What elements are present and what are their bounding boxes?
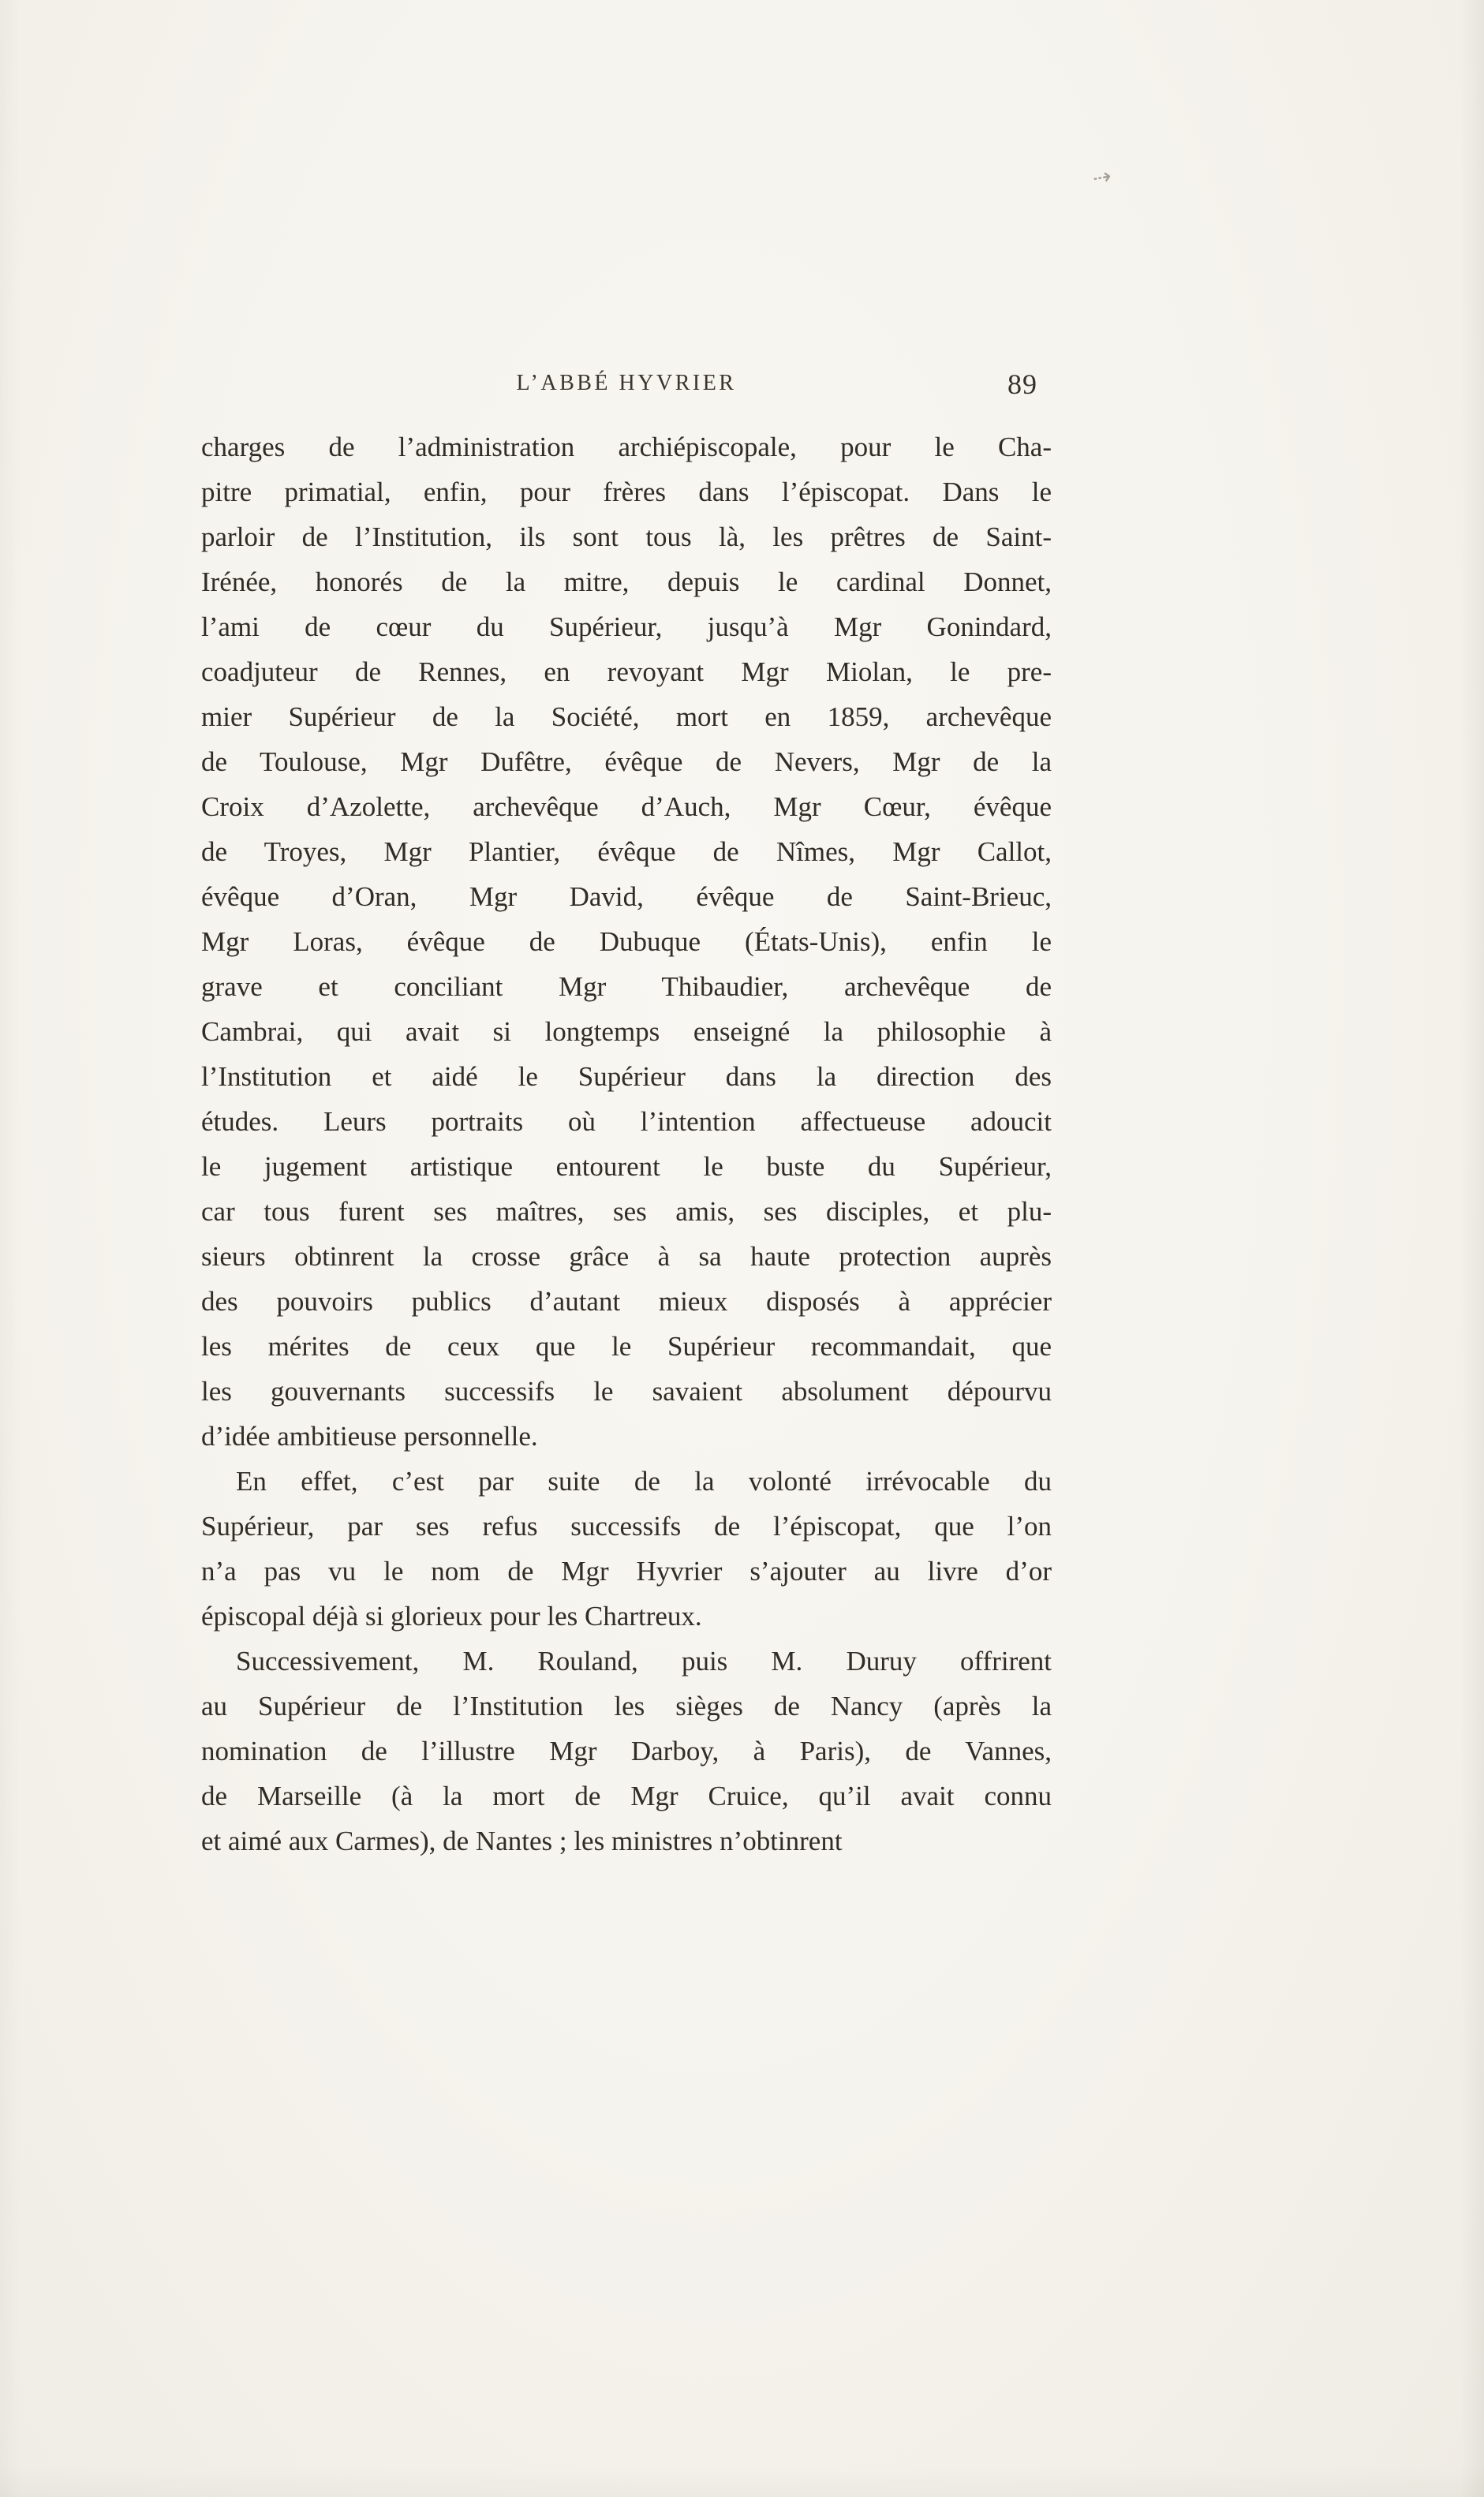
text-line: de Troyes, Mgr Plantier, évêque de Nîmes, Mgr Callot,: [201, 836, 1052, 867]
text-line: d’idée ambitieuse personnelle.: [201, 1421, 538, 1452]
paragraph: [201, 1639, 1052, 1863]
running-title: L’ABBÉ HYVRIER: [516, 371, 737, 395]
text-line: le jugement artistique entourent le buste du Supérieur,: [201, 1151, 1052, 1182]
text-line: parloir de l’Institution, ils sont tous là, les prêtres de Saint-: [201, 521, 1052, 552]
text-line: de Marseille (à la mort de Mgr Cruice, qu’il avait connu: [201, 1781, 1052, 1811]
text-line: Croix d’Azolette, archevêque d’Auch, Mgr Cœur, évêque: [201, 791, 1052, 822]
text-line: au Supérieur de l’Institution les sièges de Nancy (après la: [201, 1691, 1052, 1721]
text-line: des pouvoirs publics d’autant mieux disposés à apprécier: [201, 1286, 1052, 1317]
text-line: Cambrai, qui avait si longtemps enseigné la philosophie à: [201, 1016, 1052, 1047]
text-line: car tous furent ses maîtres, ses amis, ses disciples, et plu-: [201, 1196, 1052, 1227]
text-line: sieurs obtinrent la crosse grâce à sa haute protection auprès: [201, 1241, 1052, 1272]
text-line: les mérites de ceux que le Supérieur recommandait, que: [201, 1331, 1052, 1362]
text-line: Supérieur, par ses refus successifs de l’épiscopat, que l’on: [201, 1511, 1052, 1542]
text-line: l’ami de cœur du Supérieur, jusqu’à Mgr Gonindard,: [201, 611, 1052, 642]
text-line: n’a pas vu le nom de Mgr Hyvrier s’ajouter au livre d’or: [201, 1556, 1052, 1587]
text-line: grave et conciliant Mgr Thibaudier, archevêque de: [201, 971, 1052, 1002]
body-text: [201, 424, 1052, 1863]
text-line: les gouvernants successifs le savaient absolument dépourvu: [201, 1376, 1052, 1407]
text-line: épiscopal déjà si glorieux pour les Chartreux.: [201, 1601, 702, 1632]
page-header: [201, 368, 1052, 409]
text-line: nomination de l’illustre Mgr Darboy, à Paris), de Vannes,: [201, 1736, 1052, 1766]
text-line: Irénée, honorés de la mitre, depuis le cardinal Donnet,: [201, 566, 1052, 597]
text-line: Successivement, M. Rouland, puis M. Duruy offrirent: [236, 1646, 1052, 1677]
text-line: de Toulouse, Mgr Dufêtre, évêque de Nevers, Mgr de la: [201, 746, 1052, 777]
text-block: [201, 368, 1052, 1863]
text-line: études. Leurs portraits où l’intention affectueuse adoucit: [201, 1106, 1052, 1137]
text-line: évêque d’Oran, Mgr David, évêque de Saint-Brieuc,: [201, 881, 1052, 912]
text-line: Mgr Loras, évêque de Dubuque (États-Unis), enfin le: [201, 926, 1052, 957]
text-line: mier Supérieur de la Société, mort en 1859, archevêque: [201, 701, 1052, 732]
text-line: charges de l’administration archiépiscopale, pour le Cha-: [201, 432, 1052, 462]
paragraph: [201, 1459, 1052, 1639]
text-line: coadjuteur de Rennes, en revoyant Mgr Miolan, le pre-: [201, 656, 1052, 687]
page-number: 89: [1007, 368, 1037, 400]
text-line: et aimé aux Carmes), de Nantes ; les ministres n’obtinrent: [201, 1826, 843, 1856]
text-line: l’Institution et aidé le Supérieur dans la direction des: [201, 1061, 1052, 1092]
text-line: pitre primatial, enfin, pour frères dans l’épiscopat. Dans le: [201, 477, 1052, 507]
text-line: En effet, c’est par suite de la volonté irrévocable du: [236, 1466, 1052, 1497]
paragraph: [201, 424, 1052, 1459]
pencil-mark: ⇢: [1090, 164, 1114, 192]
